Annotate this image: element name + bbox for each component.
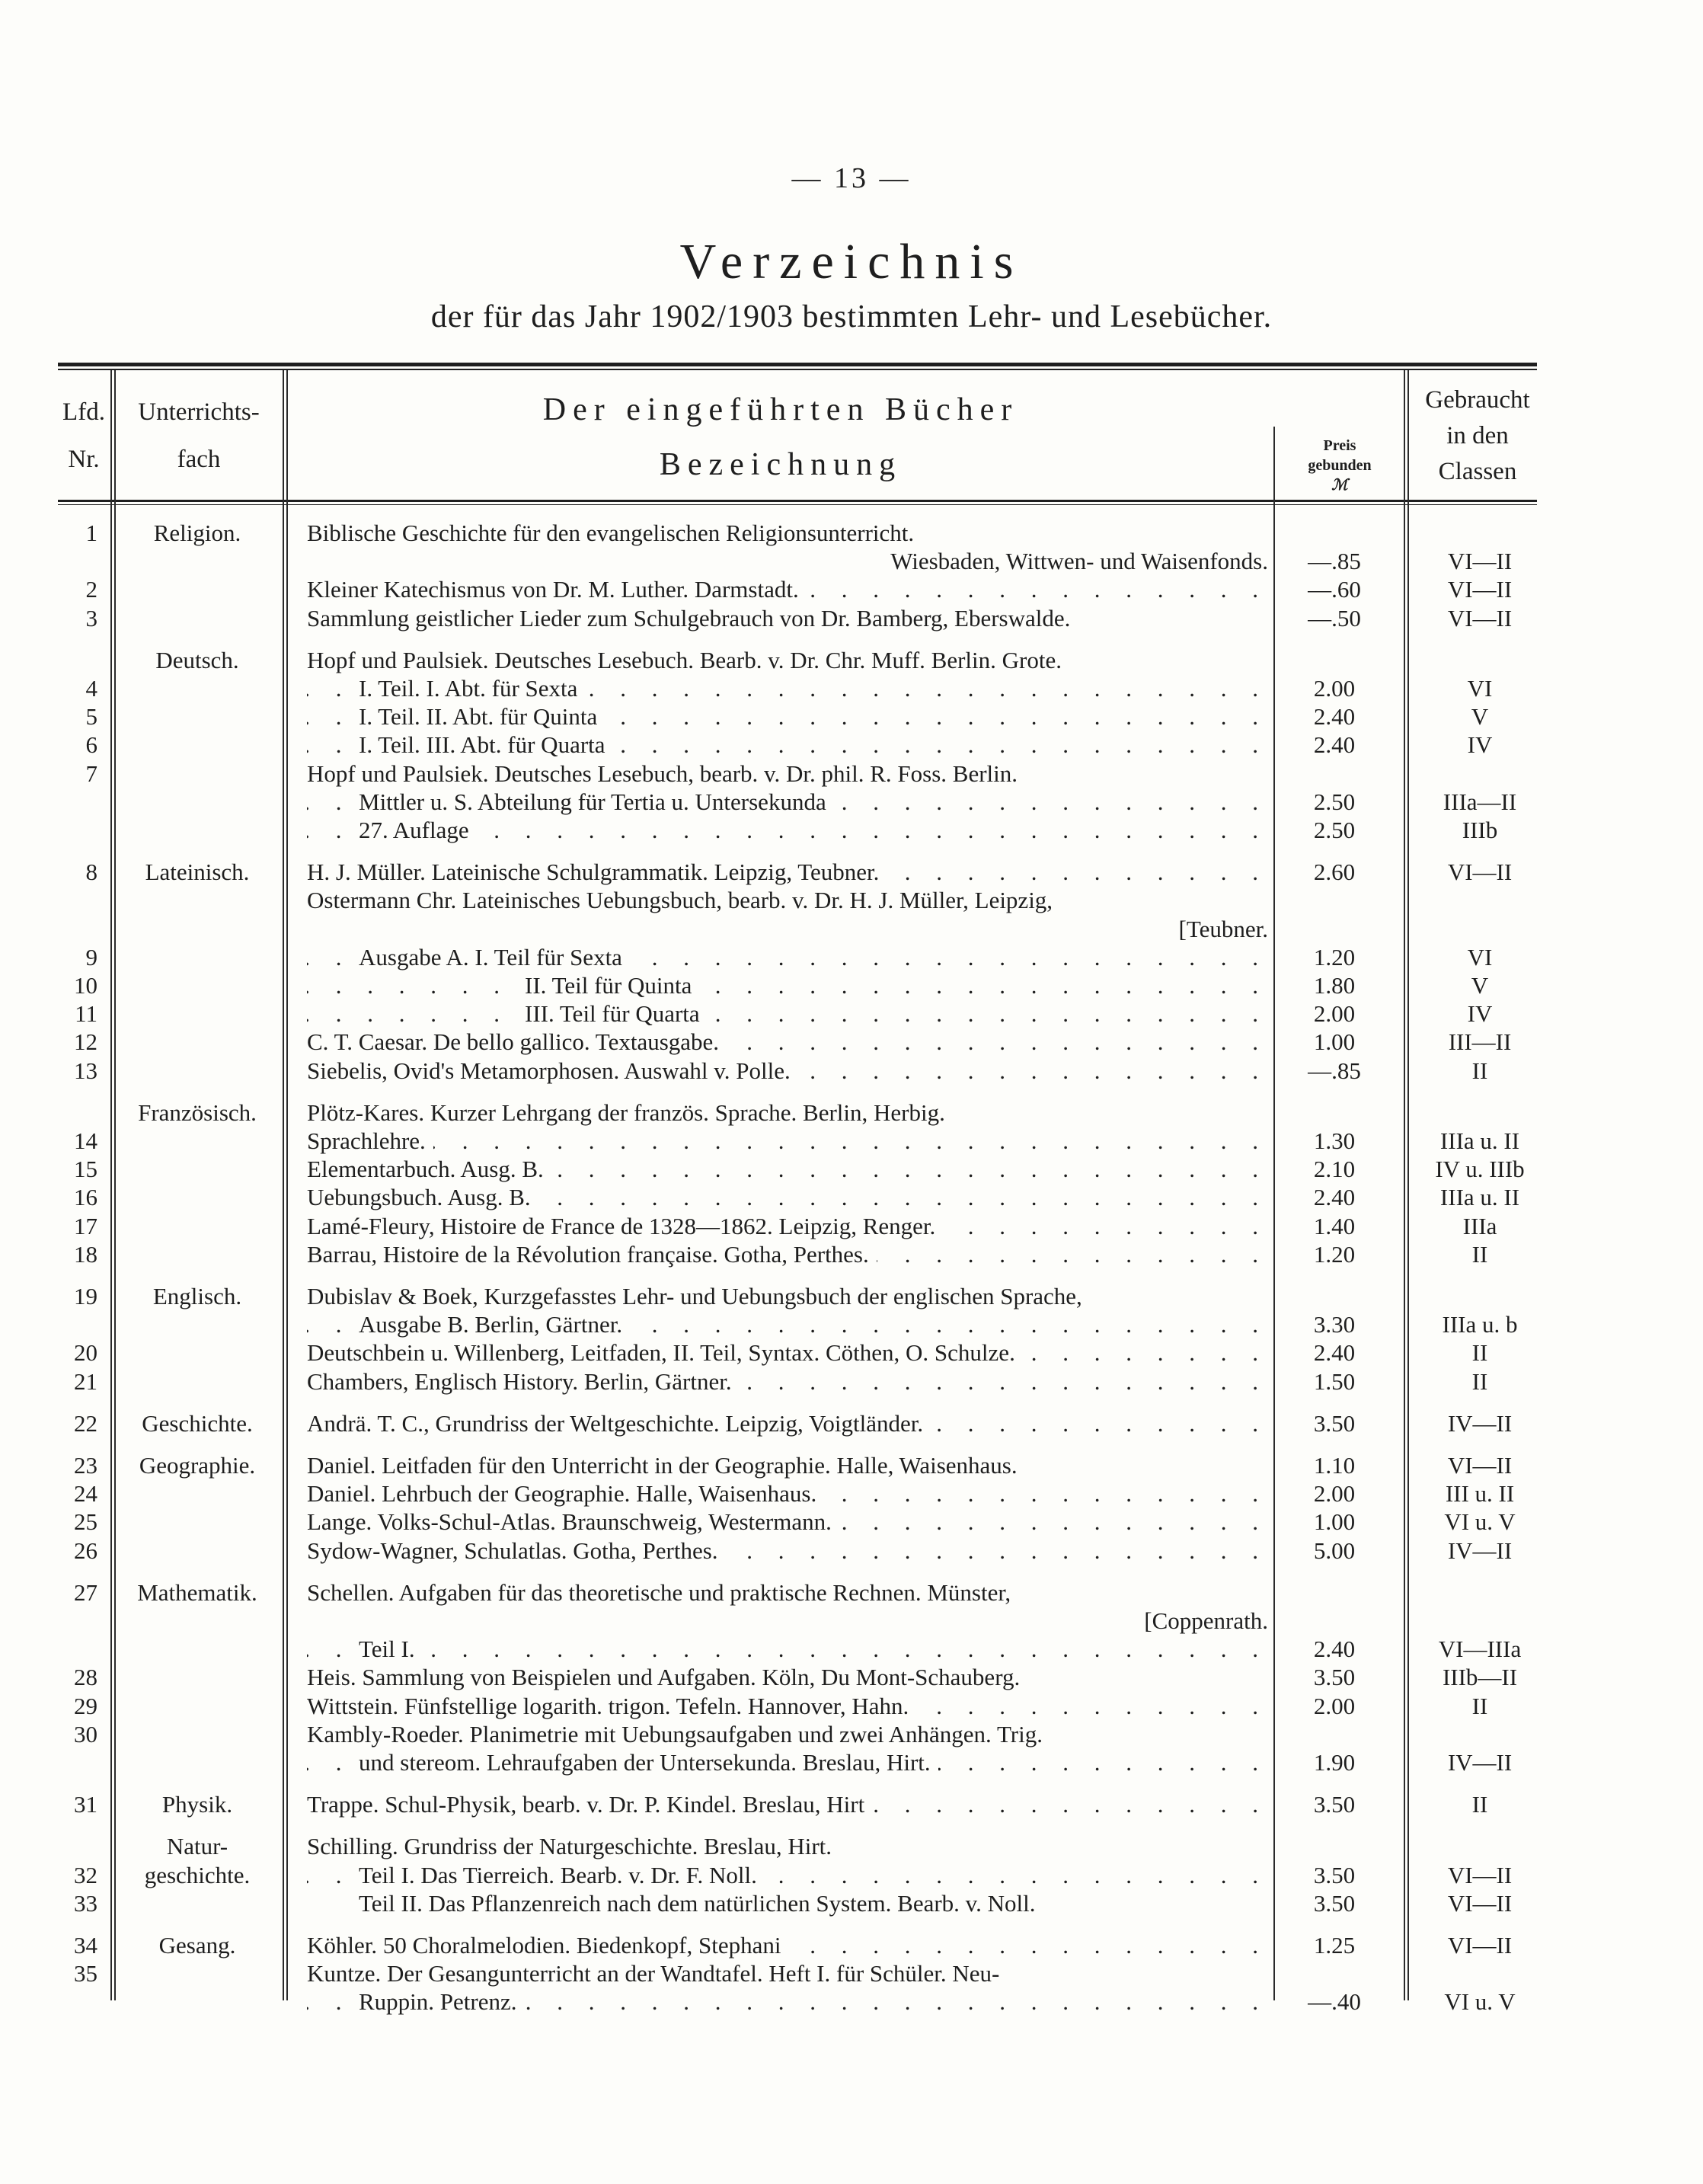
price-value: 2.60 [1313, 859, 1356, 885]
dot-leader [307, 1339, 1268, 1366]
classes-value: IIIa u. II [1439, 1184, 1520, 1210]
book-description [307, 817, 1268, 843]
book-description-text: Ausgabe B. Berlin, Gärtner. [359, 1311, 630, 1338]
book-description-text: Mittler u. S. Abteilung für Tertia u. Untersekunda [359, 788, 834, 815]
book-description-text: Elementarbuch. Ausg. B. [307, 1156, 551, 1182]
book-description [307, 703, 1268, 730]
book-description [307, 1862, 1268, 1888]
price-value: 1.40 [1313, 1213, 1356, 1239]
column-divider [1404, 370, 1405, 2000]
header-books-line: Der eingeführten Bücher [542, 392, 1019, 427]
price-value: —.85 [1308, 1057, 1361, 1084]
book-description-text: Barrau, Histoire de la Révolution française. Gotha, Perthes. [307, 1241, 877, 1268]
book-description-text: C. T. Caesar. De bello gallico. Textausgabe. [307, 1028, 727, 1055]
classes-value: VI—II [1447, 605, 1513, 632]
classes-value: III u. II [1445, 1480, 1515, 1507]
header-classes [1409, 382, 1546, 490]
subject-label: Englisch. [152, 1283, 242, 1309]
dot-leader [307, 1410, 1268, 1437]
row-number: 15 [74, 1156, 97, 1182]
book-description: Schellen. Aufgaben für das theoretische und praktische Rechnen. Münster, [307, 1579, 1011, 1606]
row-number: 17 [74, 1213, 97, 1239]
book-description [307, 1932, 1268, 1959]
book-description [307, 1636, 1268, 1662]
book-description-text: Ausgabe A. I. Teil für Sexta [359, 944, 630, 970]
row-number: 13 [74, 1057, 97, 1084]
header-subject-line: Unterrichts- [138, 398, 260, 426]
book-description-text: Lamé-Fleury, Histoire de France de 1328—1862. Leipzig, Renger. [307, 1213, 943, 1239]
page-number: — 13 — [791, 162, 912, 194]
subject-label: Geographie. [139, 1452, 256, 1479]
book-description: Biblische Geschichte für den evangelischen Religionsunterricht. [307, 520, 915, 546]
classes-value: III—II [1448, 1028, 1512, 1055]
price-value: 3.30 [1313, 1311, 1356, 1338]
book-description-text: Sprachlehre. [307, 1127, 433, 1154]
price-value: 1.90 [1313, 1749, 1356, 1776]
classes-value: IIIb—II [1442, 1664, 1518, 1690]
book-description [307, 1693, 1268, 1719]
book-description [307, 972, 1268, 999]
header-books-line: Bezeichnung [659, 447, 903, 482]
subject-label: Französisch. [138, 1099, 257, 1126]
classes-value: II [1471, 1693, 1488, 1719]
dot-leader [307, 1988, 1268, 2015]
book-description: Kuntze. Der Gesangunterricht an der Wandtafel. Heft I. für Schüler. Neu- [307, 1960, 1000, 1987]
row-number: 35 [74, 1960, 97, 1987]
classes-value: IV—II [1447, 1537, 1513, 1564]
dot-leader [307, 1028, 1268, 1055]
row-number: 28 [74, 1664, 97, 1690]
header-price-line: gebunden [1308, 457, 1372, 474]
row-number: 14 [74, 1127, 97, 1154]
column-divider [110, 370, 112, 2000]
price-value: 2.40 [1313, 1184, 1356, 1210]
classes-value: VI u. V [1444, 1508, 1516, 1535]
dot-leader [307, 1311, 1268, 1338]
book-description: Ostermann Chr. Lateinisches Uebungsbuch, bearb. v. Dr. H. J. Müller, Leipzig, [307, 887, 1053, 913]
book-description [307, 788, 1268, 815]
price-value: 5.00 [1313, 1537, 1356, 1564]
classes-value: IV—II [1447, 1749, 1513, 1776]
book-description [307, 1988, 1268, 2015]
classes-value: II [1471, 1368, 1488, 1395]
price-value: 1.20 [1313, 1241, 1356, 1268]
book-description [307, 1368, 1268, 1395]
header-lfd-line: Lfd. [62, 398, 105, 426]
subject-label: Physik. [161, 1791, 233, 1818]
classes-value: VI—II [1447, 1890, 1513, 1917]
book-description [307, 675, 1268, 702]
header-classes-line: Classen [1438, 458, 1517, 485]
book-description: Hopf und Paulsiek. Deutsches Lesebuch. Bearb. v. Dr. Chr. Muff. Berlin. Grote. [307, 647, 1062, 673]
dot-leader [307, 1057, 1268, 1084]
book-description: Hopf und Paulsiek. Deutsches Lesebuch, bearb. v. Dr. phil. R. Foss. Berlin. [307, 760, 1018, 787]
price-value: 2.40 [1313, 731, 1356, 758]
column-divider [114, 370, 116, 2000]
price-value: 2.50 [1313, 788, 1356, 815]
price-value: 2.00 [1313, 1693, 1356, 1719]
header-subject [116, 389, 282, 483]
subject-label: Deutsch. [155, 647, 239, 673]
page-title: Verzeichnis [679, 234, 1024, 289]
subject-label: geschichte. [144, 1862, 251, 1888]
book-description-text: und stereom. Lehraufgaben der Untersekunda. Breslau, Hirt. [359, 1749, 938, 1776]
row-number: 6 [85, 731, 97, 758]
row-number: 3 [85, 605, 97, 632]
price-value: 1.25 [1313, 1932, 1356, 1959]
row-number: 12 [74, 1028, 97, 1055]
header-books [289, 382, 1272, 492]
book-description [307, 1339, 1268, 1366]
dot-leader [307, 1184, 1268, 1210]
price-value: 1.50 [1313, 1368, 1356, 1395]
dot-leader [307, 1127, 1268, 1154]
classes-value: V [1471, 972, 1489, 999]
classes-value: VI—II [1447, 1452, 1513, 1479]
classes-value: IIIa—II [1443, 788, 1517, 815]
classes-value: IV—II [1447, 1410, 1513, 1437]
subject-label: Natur- [166, 1833, 228, 1859]
price-value: 2.40 [1313, 1339, 1356, 1366]
price-value: 2.00 [1313, 675, 1356, 702]
book-description-text: Lange. Volks-Schul-Atlas. Braunschweig, Westermann. [307, 1508, 839, 1535]
book-description: [Coppenrath. [1144, 1607, 1268, 1634]
classes-value: II [1471, 1339, 1488, 1366]
book-description-text: III. Teil für Quarta [525, 1000, 708, 1027]
book-description [307, 1127, 1268, 1154]
dot-leader [307, 1213, 1268, 1239]
row-number: 10 [74, 972, 97, 999]
classes-value: IIIb [1462, 817, 1498, 843]
row-number: 9 [85, 944, 97, 970]
classes-value: VI u. V [1444, 1988, 1516, 2015]
book-description [307, 1184, 1268, 1210]
row-number: 11 [75, 1000, 97, 1027]
row-number: 34 [74, 1932, 97, 1959]
book-description-text: Wittstein. Fünfstellige logarith. trigon. Tefeln. Hannover, Hahn. [307, 1693, 916, 1719]
price-value: 2.40 [1313, 703, 1356, 730]
row-number: 30 [74, 1721, 97, 1748]
book-description [307, 1537, 1268, 1564]
dot-leader [307, 1537, 1268, 1564]
dot-leader [307, 675, 1268, 702]
book-description: Plötz-Kares. Kurzer Lehrgang der französ. Sprache. Berlin, Herbig. [307, 1099, 945, 1126]
row-number: 32 [74, 1862, 97, 1888]
classes-value: II [1471, 1791, 1488, 1818]
book-description-text: I. Teil. III. Abt. für Quarta [359, 731, 613, 758]
classes-value: VI—II [1447, 859, 1513, 885]
row-number: 5 [85, 703, 97, 730]
column-divider [1407, 370, 1409, 2000]
row-number: 7 [85, 760, 97, 787]
book-description: Heis. Sammlung von Beispielen und Aufgaben. Köln, Du Mont-Schauberg. [307, 1664, 1021, 1690]
book-description-text: Andrä. T. C., Grundriss der Weltgeschichte. Leipzig, Voigtländer. [307, 1410, 931, 1437]
header-lfd [58, 389, 110, 483]
classes-value: VI—II [1447, 1932, 1513, 1959]
classes-value: VI—II [1447, 1862, 1513, 1888]
price-value: 3.50 [1313, 1862, 1356, 1888]
dot-leader [307, 972, 1268, 999]
row-number: 1 [85, 520, 97, 546]
header-price-line: ℳ [1331, 477, 1348, 494]
book-description [307, 859, 1268, 885]
row-number: 22 [74, 1410, 97, 1437]
dot-leader [307, 1241, 1268, 1268]
row-number: 29 [74, 1693, 97, 1719]
dot-leader [307, 1156, 1268, 1182]
classes-value: VI—II [1447, 576, 1513, 603]
column-divider [283, 370, 284, 2000]
book-description-text: Deutschbein u. Willenberg, Leitfaden, II. Teil, Syntax. Cöthen, O. Schulze. [307, 1339, 1023, 1366]
book-description-text: II. Teil für Quinta [525, 972, 699, 999]
price-value: 3.50 [1313, 1791, 1356, 1818]
book-description-text: Siebelis, Ovid's Metamorphosen. Auswahl v. Polle. [307, 1057, 798, 1084]
book-description [307, 1028, 1268, 1055]
row-number: 16 [74, 1184, 97, 1210]
book-description-text: Kleiner Katechismus von Dr. M. Luther. Darmstadt. [307, 576, 807, 603]
book-description [307, 1156, 1268, 1182]
price-value: —.85 [1308, 548, 1361, 574]
dot-leader [307, 1749, 1268, 1776]
row-number: 27 [74, 1579, 97, 1606]
book-description [307, 1241, 1268, 1268]
book-description [307, 1000, 1268, 1027]
header-rule [58, 500, 1537, 502]
book-description [307, 1057, 1268, 1084]
book-description-text: Teil I. Das Tierreich. Bearb. v. Dr. F. Noll. [359, 1862, 765, 1888]
row-number: 26 [74, 1537, 97, 1564]
book-description [307, 731, 1268, 758]
dot-leader [307, 788, 1268, 815]
price-value: 2.50 [1313, 817, 1356, 843]
price-value: 1.20 [1313, 944, 1356, 970]
row-number: 24 [74, 1480, 97, 1507]
header-price [1276, 436, 1403, 495]
classes-value: IIIa [1462, 1213, 1497, 1239]
book-description-text: Daniel. Lehrbuch der Geographie. Halle, Waisenhaus. [307, 1480, 824, 1507]
header-subject-line: fach [177, 446, 221, 473]
dot-leader [307, 576, 1268, 603]
book-description: Dubislav & Boek, Kurzgefasstes Lehr- und Uebungsbuch der englischen Sprache, [307, 1283, 1082, 1309]
classes-value: IV [1467, 731, 1493, 758]
row-number: 21 [74, 1368, 97, 1395]
book-description-text: Sydow-Wagner, Schulatlas. Gotha, Perthes. [307, 1537, 726, 1564]
price-value: —.60 [1308, 576, 1361, 603]
top-rule-thin [58, 369, 1537, 370]
book-description-text: Teil I. [359, 1636, 423, 1662]
classes-value: V [1471, 703, 1489, 730]
classes-value: VI [1467, 675, 1493, 702]
classes-value: VI [1467, 944, 1493, 970]
header-rule-thin [58, 504, 1537, 505]
price-value: 1.00 [1313, 1508, 1356, 1535]
dot-leader [307, 1636, 1268, 1662]
classes-value: II [1471, 1057, 1488, 1084]
dot-leader [307, 1368, 1268, 1395]
price-value: 3.50 [1313, 1890, 1356, 1917]
book-description-text: Köhler. 50 Choralmelodien. Biedenkopf, Stephani [307, 1932, 788, 1959]
book-description [307, 1480, 1268, 1507]
dot-leader [307, 1862, 1268, 1888]
subject-label: Lateinisch. [145, 859, 250, 885]
book-description-text: Trappe. Schul-Physik, bearb. v. Dr. P. Kindel. Breslau, Hirt [307, 1791, 872, 1818]
book-description-text: 27. Auflage [359, 817, 477, 843]
dot-leader [307, 1508, 1268, 1535]
price-value: 1.00 [1313, 1028, 1356, 1055]
book-description: Schilling. Grundriss der Naturgeschichte. Breslau, Hirt. [307, 1833, 832, 1859]
dot-leader [307, 1000, 1268, 1027]
row-number: 31 [74, 1791, 97, 1818]
book-description: Kambly-Roeder. Planimetrie mit Uebungsaufgaben und zwei Anhängen. Trig. [307, 1721, 1043, 1748]
book-description [307, 1508, 1268, 1535]
book-description: Sammlung geistlicher Lieder zum Schulgebrauch von Dr. Bamberg, Eberswalde. [307, 605, 1071, 632]
book-description-text: Chambers, Englisch History. Berlin, Gärtner. [307, 1368, 740, 1395]
dot-leader [307, 1791, 1268, 1818]
row-number: 19 [74, 1283, 97, 1309]
classes-value: IV u. IIIb [1435, 1156, 1525, 1182]
price-value: 1.30 [1313, 1127, 1356, 1154]
price-value: 2.00 [1313, 1000, 1356, 1027]
dot-leader [307, 817, 1268, 843]
subject-label: Religion. [153, 520, 241, 546]
book-description: Teil II. Das Pflanzenreich nach dem natürlichen System. Bearb. v. Noll. [359, 1890, 1036, 1917]
book-description: Daniel. Leitfaden für den Unterricht in der Geographie. Halle, Waisenhaus. [307, 1452, 1018, 1479]
price-value: —.50 [1308, 605, 1361, 632]
book-description [307, 1213, 1268, 1239]
book-description-text: Ruppin. Petrenz. [359, 1988, 525, 2015]
top-rule-thick [58, 363, 1537, 366]
column-divider [286, 370, 288, 2000]
subject-label: Gesang. [158, 1932, 236, 1959]
dot-leader [307, 1480, 1268, 1507]
page-subtitle: der für das Jahr 1902/1903 bestimmten Lehr- und Lesebücher. [430, 299, 1273, 334]
row-number: 33 [74, 1890, 97, 1917]
classes-value: VI—IIIa [1438, 1636, 1522, 1662]
price-value: 3.50 [1313, 1410, 1356, 1437]
dot-leader [307, 703, 1268, 730]
row-number: 8 [85, 859, 97, 885]
dot-leader [307, 859, 1268, 885]
header-classes-line: in den [1446, 422, 1509, 449]
book-description [307, 1749, 1268, 1776]
book-description-text: H. J. Müller. Lateinische Schulgrammatik. Leipzig, Teubner. [307, 859, 887, 885]
classes-value: IIIa u. II [1439, 1127, 1520, 1154]
book-description [307, 1791, 1268, 1818]
price-value: 2.40 [1313, 1636, 1356, 1662]
classes-value: II [1471, 1241, 1488, 1268]
row-number: 18 [74, 1241, 97, 1268]
dot-leader [307, 731, 1268, 758]
dot-leader [307, 944, 1268, 970]
book-description [307, 1311, 1268, 1338]
book-description [307, 576, 1268, 603]
subject-label: Mathematik. [137, 1579, 257, 1606]
row-number: 20 [74, 1339, 97, 1366]
row-number: 23 [74, 1452, 97, 1479]
row-number: 25 [74, 1508, 97, 1535]
book-description-text: I. Teil. I. Abt. für Sexta [359, 675, 585, 702]
row-number: 4 [85, 675, 97, 702]
header-lfd-line: Nr. [68, 446, 100, 473]
price-value: —.40 [1308, 1988, 1361, 2015]
row-number: 2 [85, 576, 97, 603]
column-divider [1273, 427, 1275, 2000]
dot-leader [307, 1932, 1268, 1959]
price-value: 2.00 [1313, 1480, 1356, 1507]
dot-leader [307, 1693, 1268, 1719]
book-description [307, 944, 1268, 970]
price-value: 2.10 [1313, 1156, 1356, 1182]
book-description-text: Uebungsbuch. Ausg. B. [307, 1184, 538, 1210]
classes-value: VI—II [1447, 548, 1513, 574]
classes-value: IV [1467, 1000, 1493, 1027]
subject-label: Geschichte. [142, 1410, 253, 1437]
price-value: 3.50 [1313, 1664, 1356, 1690]
header-price-line: Preis [1323, 437, 1356, 454]
classes-value: IIIa u. b [1442, 1311, 1518, 1338]
book-description-text: I. Teil. II. Abt. für Quinta [359, 703, 605, 730]
header-classes-line: Gebraucht [1425, 386, 1530, 414]
price-value: 1.10 [1313, 1452, 1356, 1479]
price-value: 1.80 [1313, 972, 1356, 999]
book-description: [Teubner. [1178, 916, 1268, 942]
book-description: Wiesbaden, Wittwen- und Waisenfonds. [890, 548, 1268, 574]
book-description [307, 1410, 1268, 1437]
